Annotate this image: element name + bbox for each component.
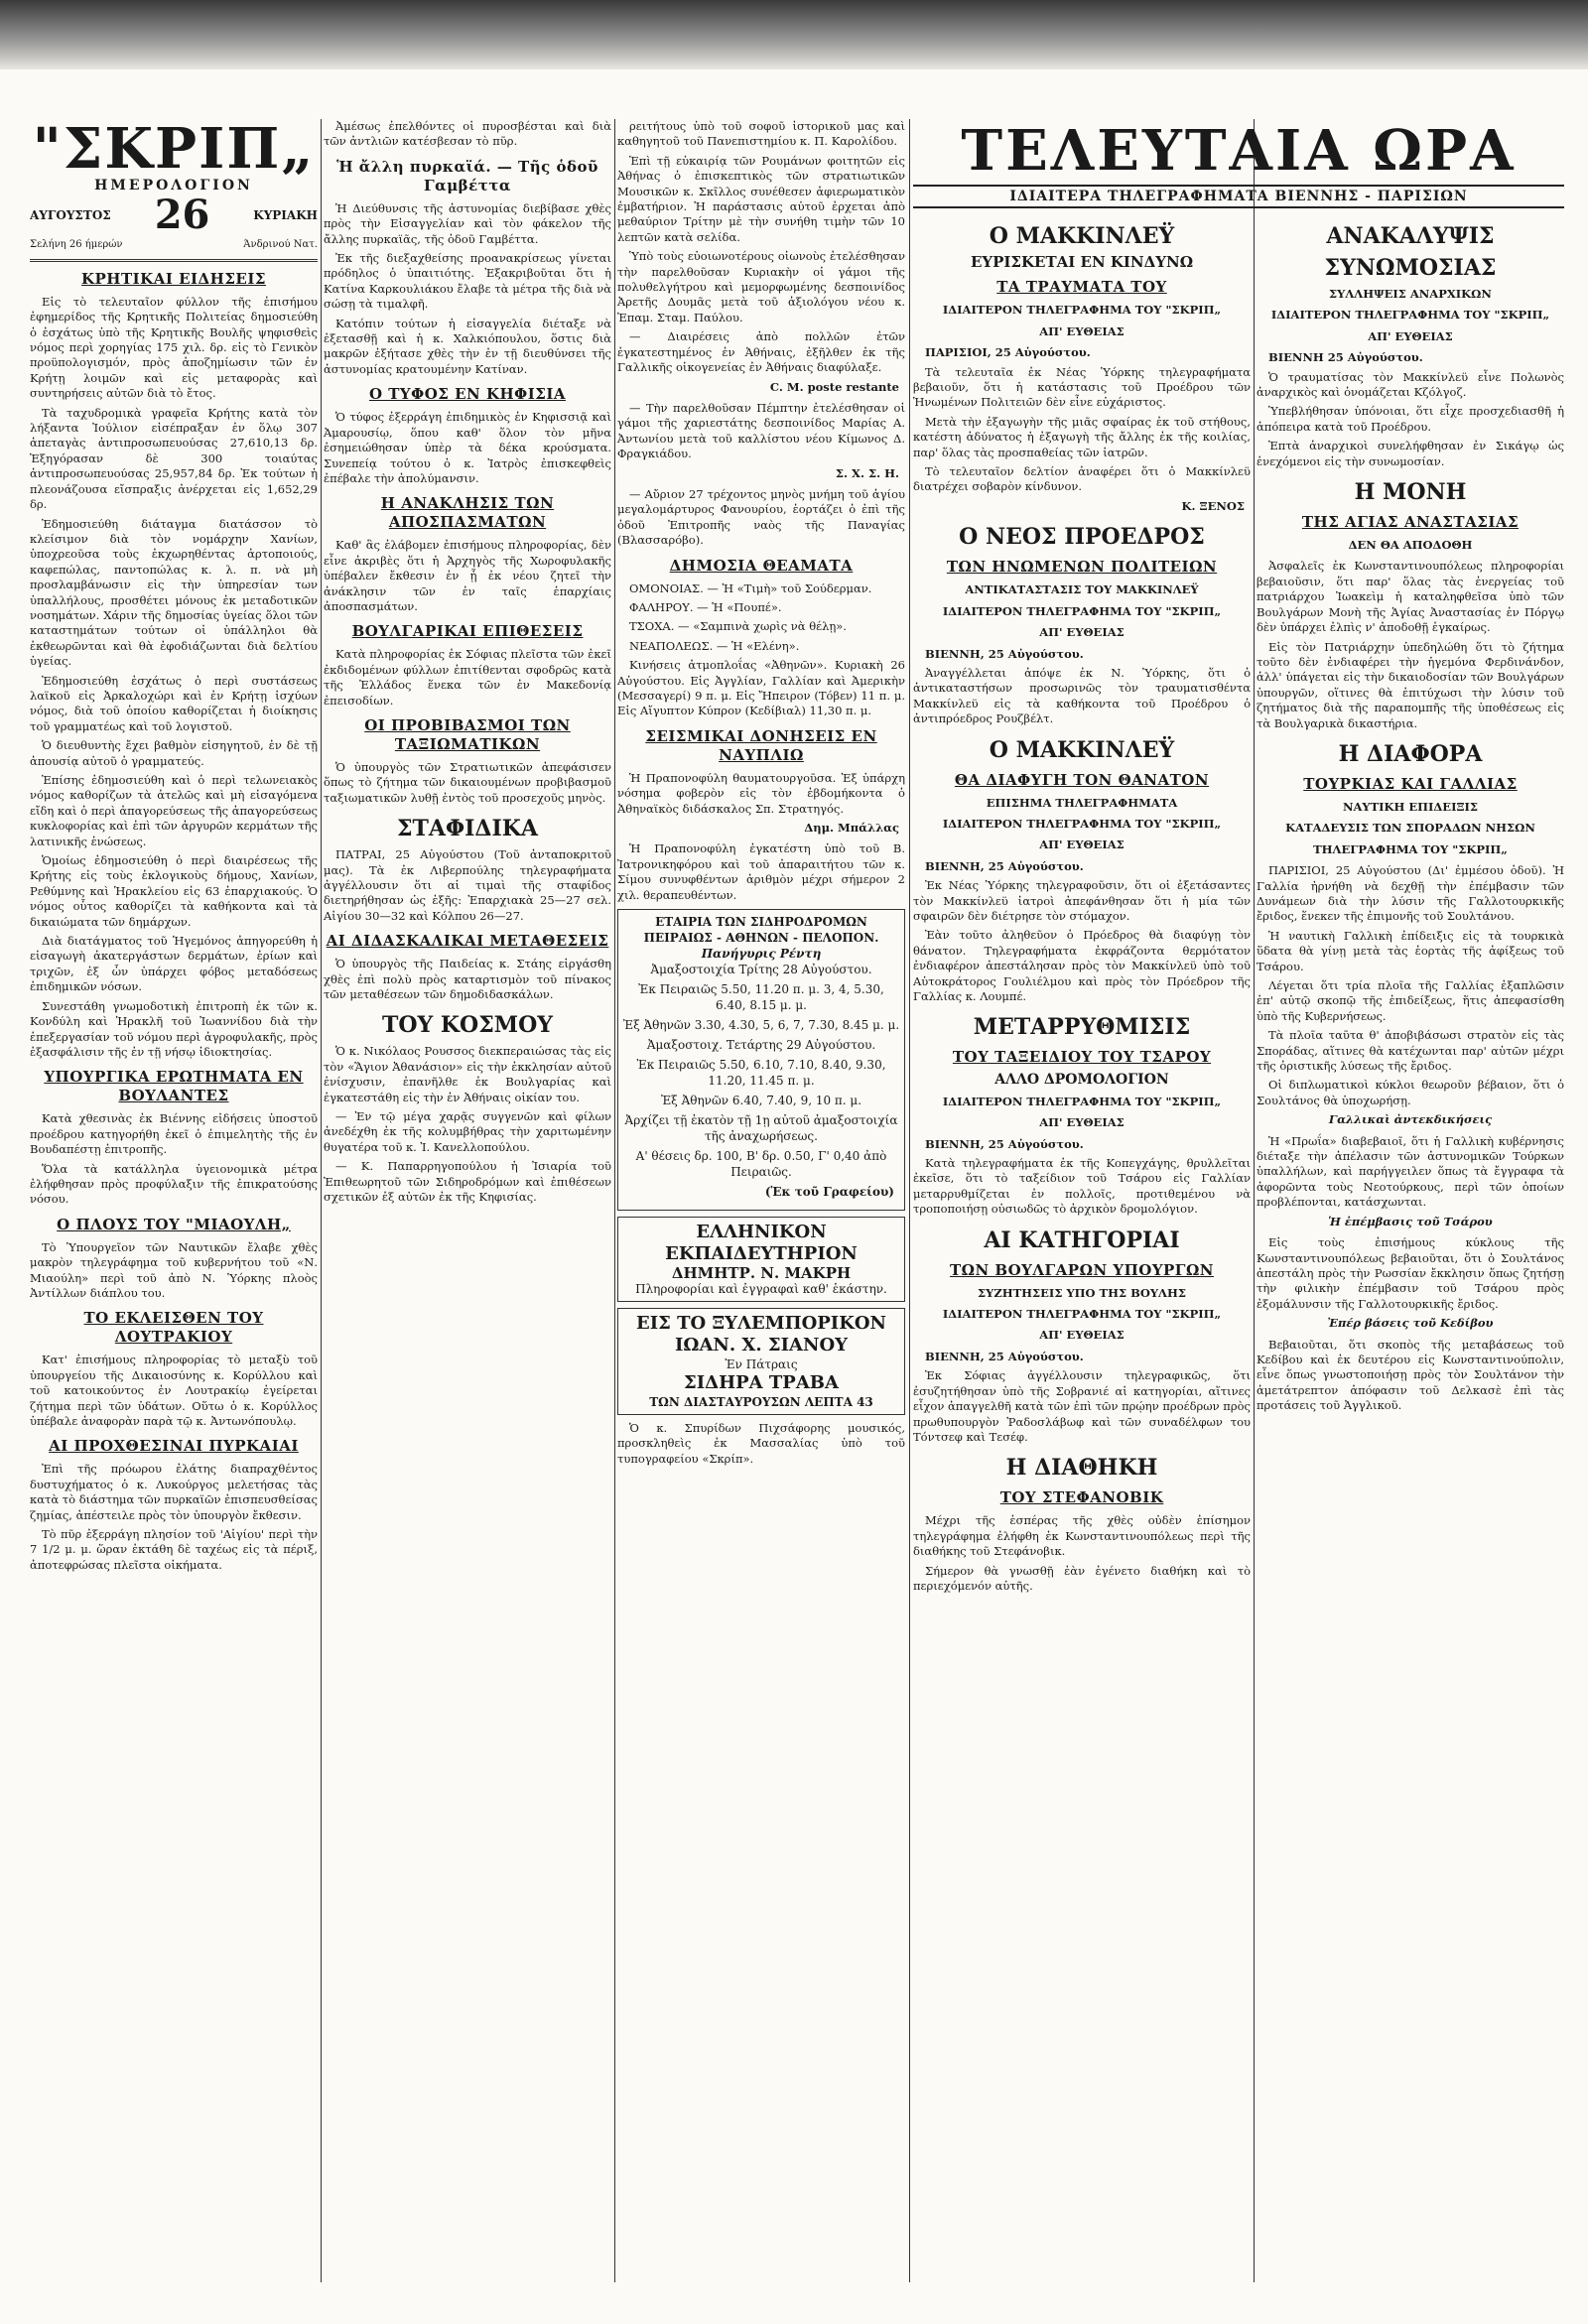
tagline: ΙΔΙΑΙΤΕΡΟΝ ΤΗΛΕΓΡΑΦΗΜΑ ΤΟΥ "ΣΚΡΙΠ„ bbox=[942, 816, 1222, 831]
paragraph: Ἐπίσης ἐδημοσιεύθη καὶ ὁ περὶ τελωνειακὸς νόμος καθορίζων τὰ ἀτελῶς καὶ μὴ εἰσαγόμενα εἴδη καὶ ὁ περὶ ἀπαγορεύσεως τῆς ἀπαγορεύσεως κυκλοφορίας καὶ ἐπὶ τῶν ἀργυρῶν κερμάτων τῆς λατινικῆς ἑνώσεως. bbox=[30, 773, 318, 848]
heading: ΔΗΜΟΣΙΑ ΘΕΑΜΑΤΑ bbox=[669, 556, 854, 575]
school-advert bbox=[617, 1217, 905, 1302]
tagline: ΕΠΙΣΗΜΑ ΤΗΛΕΓΡΑΦΗΜΑΤΑ bbox=[986, 795, 1178, 810]
timber-advert-line: ΣΙΔΗΡΑ ΤΡΑΒΑ bbox=[684, 1372, 839, 1394]
heading: Η ΔΙΑΘΗΚΗ bbox=[1005, 1455, 1158, 1482]
signature: Δημ. Μπάλλας bbox=[804, 821, 899, 836]
heading: ΚΡΗΤΙΚΑΙ ΕΙΔΗΣΕΙΣ bbox=[80, 269, 266, 288]
paragraph: Ἀναγγέλλεται ἀπόψε ἐκ Ν. Ὑόρκης, ὅτι ὁ ἀντικαταστήσων προσωρινῶς τὸν τραυματισθέντα Μακκίνλεϋ εἰς τὰ καθήκοντα τοῦ Προέδρου ὁ ἀντιπρόεδρος Ρουζβέλτ. bbox=[913, 665, 1251, 726]
tagline: ΑΠ' ΕΥΘΕΙΑΣ bbox=[1039, 1328, 1125, 1343]
paragraph: Ἐπὶ τῇ εὐκαιρίᾳ τῶν Ρουμάνων φοιτητῶν εἰς Ἀθήνας ὁ ἐπισκεπτικὸς τῶν στρατιωτικῶν Μουσικῶν κ. Σκῖλλος συνέθεσεν ἀφιερωματικὸν ἐμβατήριον. Ἡ παράστασις αὐτοῦ ἐρχεται ἀπὸ μεθαύριον Τρίτην μὲ τὴν συνήθη τιμὴν τῶν 10 λεπτῶν κατὰ σελίδα. bbox=[617, 153, 905, 244]
schedule-line: Ἐξ Ἀθηνῶν 6.40, 7.40, 9, 10 π. μ. bbox=[660, 1094, 862, 1108]
tagline: ΑΠ' ΕΥΘΕΙΑΣ bbox=[1039, 1115, 1125, 1130]
heading: ΑΝΑΚΑΛΥΨΙΣ bbox=[1326, 223, 1495, 249]
heading: ΤΟΥ ΚΟΣΜΟΥ bbox=[382, 1012, 553, 1039]
paragraph: ΠΑΤΡΑΙ, 25 Αὐγούστου (Τοῦ ἀνταποκριτοῦ μας). Τὰ ἐκ Λιβερπούλης τηλεγραφήματα ἀγγέλλουσιν ὅτι αἱ τιμαὶ τῆς σταφίδος διετηρήθησαν ὡς ἑξῆς: Ἐπαρχιακὰ 25—27 σελ. Αἰγίου 30—32 καὶ Κόλπου 26—27. bbox=[324, 847, 611, 923]
paragraph: Τὰ ταχυδρομικὰ γραφεῖα Κρήτης κατὰ τὸν λήξαντα Ἰούλιον εἰσέπραξαν ἐν ὅλῳ 307 ἀπεταγὰς ἀντιπροσωπευούσας 27,610,13 δρ. Ἐξηγόρασαν δὲ 300 τοιαύτας ἀντιπροσωπευούσας 25,957,84 δρ. Ἐκ τούτων ἡ πλεονάζουσα εἴσπραξις ἀνέρχεται εἰς 1,652,29 δρ. bbox=[30, 405, 318, 512]
column-rule bbox=[909, 119, 910, 2282]
tagline: ΤΗΛΕΓΡΑΦΗΜΑ ΤΟΥ "ΣΚΡΙΠ„ bbox=[1313, 841, 1508, 856]
paragraph: Ἐδημοσιεύθη διάταγμα διατάσσον τὸ κλείσιμον διὰ τὸν νομάρχην Χανίων, ὑποχρεοῦσα τοὺς ἐκχωρηθέντας ἀρτοποιούς, καφεπώλας, παντοπώλας κ. λ. π. νὰ μὴ προσλαμβάνωσιν εἰς τὴν ὑπηρεσίαν των ὑπαλλήλους, προσθέτει μόνους ἐκ μεταδοτικῶν νοσημάτων. Χάριν τῆς δημοσίας ὑγείας ὅλοι τῶν καταστημάτων τούτων οἱ ὑπάλληλοι θὰ ἐκθεωρῶνται καὶ θὰ ἐφοδιάζωνται διὰ δελτίου ὑγείας. bbox=[30, 516, 318, 669]
paragraph: Κατὰ χθεσινὰς ἐκ Βιέννης εἰδήσεις ὑποστοῦ προέδρου κατηγορήθη ἐκεῖ ὁ ἐπιμελητὴς τῆς ἐν Βουδαπέστῃ ἐπιτροπῆς. bbox=[30, 1111, 318, 1157]
paragraph: Ὁ κ. Σπυρίδων Πιχσάφορης μουσικός, προσκληθεὶς ἐκ Μασσαλίας ὑπὸ τοῦ τυπογραφείου «Σκρίπ». bbox=[617, 1421, 905, 1466]
paragraph: ΤΣΟΧΑ. — «Σαμπινὰ χωρὶς νὰ θέλῃ». bbox=[629, 619, 847, 634]
subheading: ΣΥΛΛΗΨΕΙΣ ΑΝΑΡΧΙΚΩΝ bbox=[1329, 287, 1492, 301]
heading: Ο ΜΑΚΚΙΝΛΕΫ bbox=[989, 223, 1175, 249]
paragraph: Ἐὰν τοῦτο ἀληθεῦον ὁ Πρόεδρος θὰ διαφύγῃ τὸν θάνατον. Τηλεγραφήματα ἐκφράζοντα θερμότατον ἐνδιαφέρον ἀπεστάλησαν πρὸς τὸν Μακκίνλεϋ ὑπὸ τοῦ Αὐτοκράτορος Γουλιέλμου καὶ πρὸς τὸν Πρόεδρον τῆς Γαλλίας κ. Λουμπέ. bbox=[913, 928, 1251, 1003]
timber-advert-line: ΕΙΣ ΤΟ ΞΥΛΕΜΠΟΡΙΚΟΝ bbox=[635, 1313, 886, 1335]
paragraph: Ὑπὸ τοὺς εὐοιωνοτέρους οἰωνοὺς ἐτελέσθησαν τὴν παρελθοῦσαν Κυριακὴν οἱ γάμοι τῆς πολυθελγήτρου καὶ μεμορφωμένης δεσποινίδος Ἀρετῆς Δουμᾶς μετὰ τοῦ ἀξιολόγου νέου κ. Ἐπαμ. Σταμ. Παύλου. bbox=[617, 249, 905, 324]
paragraph: Κατ' ἐπισήμους πληροφορίας τὸ μεταξὺ τοῦ ὑπουργείου τῆς Δικαιοσύνης κ. Κορύλλου καὶ τοῦ κατοικούντος ἐν Λουτρακίῳ ἐγείρεται ζήτημα περὶ τῶν ὑδάτων. Οὕτω ὁ κ. Κορύλλος ὑπέβαλε ἀναφορὰν παρὰ τῷ κ. Ἀντωνόπουλῳ. bbox=[30, 1353, 318, 1428]
masthead-month: ΑΥΓΟΥΣΤΟΣ bbox=[30, 207, 111, 222]
paragraph: Ὁ διευθυντὴς ἔχει βαθμὸν εἰσηγητοῦ, ἐν δὲ τῇ ἀπουσίᾳ αὐτοῦ ὁ γραμματεύς. bbox=[30, 738, 318, 768]
timber-advert bbox=[617, 1308, 905, 1415]
heading: ΤΗΣ ΑΓΙΑΣ ΑΝΑΣΤΑΣΙΑΣ bbox=[1301, 513, 1520, 532]
banner-subtitle: ΙΔΙΑΙΤΕΡΑ ΤΗΛΕΓΡΑΦΗΜΑΤΑ ΒΙΕΝΝΗΣ - ΠΑΡΙΣΙΩΝ bbox=[913, 185, 1564, 208]
column-5 bbox=[1257, 213, 1564, 2282]
paragraph: Συνεστάθη γνωμοδοτικὴ ἐπιτροπὴ ἐκ τῶν κ. Κονδύλη καὶ Ἡρακλῆ τοῦ Ἰωαννίδου διὰ τὴν ἐπεξεργασίαν τοῦ νόμου περὶ ἀγροφυλακῆς, πρὸς ἐξασφάλισιν τῆς ἐν τῇ νήσῳ ἰδιοκτησίας. bbox=[30, 998, 318, 1059]
scan-top-shadow bbox=[0, 0, 1588, 69]
paragraph: Διὰ διατάγματος τοῦ Ἡγεμόνος ἀπηγορεύθη ἡ εἰσαγωγὴ ἀκατεργάστων δερμάτων, ἐρίων καὶ τριχῶν, ἐξ ὧν ὑπάρχει φόβος μεταδόσεως ἐπιδημικῶν νόσων. bbox=[30, 934, 318, 994]
heading: Ο ΝΕΟΣ ΠΡΟΕΔΡΟΣ bbox=[959, 524, 1205, 551]
heading: Ο ΠΛΟΥΣ ΤΟΥ "ΜΙΑΟΥΛΗ„ bbox=[57, 1215, 291, 1233]
paragraph: Κινήσεις ἀτμοπλοΐας «Ἀθηνῶν». Κυριακὴ 26 Αὐγούστου. Εἰς Ἀγγλίαν, Γαλλίαν καὶ Ἀμερικὴν (Μεσσαγερί) 9 π. μ. Εἰς Ἤπειρον (Τόβεν) 11 π. μ. Εἰς Αἴγυπτον Κύπρον (Κεδίβιαλ) 11,30 π. μ. bbox=[617, 658, 905, 718]
heading: Ο ΤΥΦΟΣ ΕΝ ΚΗΦΙΣΙΑ bbox=[368, 385, 567, 404]
tagline: ΑΝΤΙΚΑΤΑΣΤΑΣΙΣ ΤΟΥ ΜΑΚΚΙΝΛΕΫ bbox=[965, 582, 1199, 597]
masthead-weekday: ΚΥΡΙΑΚΗ bbox=[253, 207, 318, 222]
subheading: ΝΑΥΤΙΚΗ ΕΠΙΔΕΙΞΙΣ bbox=[1342, 799, 1479, 814]
railway-advert bbox=[617, 909, 905, 1211]
masthead-subtitle: ΗΜΕΡΟΛΟΓΙΟΝ bbox=[94, 178, 253, 194]
column-rule bbox=[321, 119, 322, 2282]
paragraph: Λέγεται ὅτι τρία πλοῖα τῆς Γαλλίας ἐξαπλῶσιν ἐπ' αὐτῷ σκοπῷ τῆς ἐπιδείξεως, ἥτις ἀπεφασίσθη ὑπὸ τῆς Κυβερνήσεως. bbox=[1257, 978, 1564, 1023]
masthead bbox=[30, 119, 318, 253]
paragraph: — Ἐν τῷ μέγα χαρᾷς συγγενῶν καὶ φίλων ἀνεδέχθη ἐκ τῆς κολυμβήθρας τὴν χαριτωμένην θυγατέρα τοῦ κ. Ἰ. Κανελλοπούλου. bbox=[324, 1109, 611, 1154]
paragraph: ΦΑΛΗΡΟΥ. — Ἡ «Πουπέ». bbox=[629, 599, 782, 614]
paragraph: Τὰ τελευταῖα ἐκ Νέας Ὑόρκης τηλεγραφήματα βεβαιοῦν, ὅτι ἡ κατάστασις τοῦ Προέδρου τῶν Ἡνωμένων Πολιτειῶν δὲν εἶνε εὐχάριστος. bbox=[913, 364, 1251, 410]
masthead-right-note: Άνδρινού Νατ. bbox=[243, 239, 318, 251]
column-rule bbox=[1254, 119, 1255, 2282]
heading: ΤΟΥ ΣΤΕΦΑΝΟΒΙΚ bbox=[999, 1488, 1164, 1507]
paragraph: Ἡ Διεύθυνσις τῆς ἀστυνομίας διεβίβασε χθὲς πρὸς τὴν Εἰσαγγελίαν καὶ τὸν φάκελον τῆς ἄλλης πυρκαϊᾶς, τῆς ὁδοῦ Γαμβέττα. bbox=[324, 200, 611, 246]
paragraph: Μέχρι τῆς ἑσπέρας τῆς χθὲς οὐδὲν ἐπίσημον τηλεγράφημα ἐλήφθη ἐκ Κωνσταντινουπόλεως περὶ τῆς διαθήκης τοῦ Στεφάνοβικ. bbox=[913, 1513, 1251, 1559]
paragraph: Καθ' ἃς ἐλάβομεν ἐπισήμους πληροφορίας, δὲν εἶνε ἀκριβὲς ὅτι ἡ Ἀρχηγὸς τῆς Χωροφυλακῆς ὑπέβαλεν ἔκθεσιν ἐν ᾗ ἐκ νέου ζητεῖ τὴν ἀνάκλησιν τῶν ἐν ταῖς ἐπαρχίαις ἀποσπασμάτων. bbox=[324, 538, 611, 613]
column-1 bbox=[30, 119, 318, 2282]
schedule-line: Ἀμαξοστοιχία Τρίτης 28 Αὐγούστου. bbox=[650, 963, 872, 977]
paragraph: Ὁ τύφος ἐξερράγη ἐπιδημικὸς ἐν Κηφισσιᾷ καὶ Ἀμαρουσίῳ, ὅπου καθ' ὅλον τὸν μῆνα ἐσημειώθησαν ὑπὲρ τὰ δέκα κρούσματα. Συνεπείᾳ τούτου ὁ κ. Ἰατρὸς ἐπισκεφθεὶς ἐπέβαλε τὴν ἀπολύμανσιν. bbox=[324, 410, 611, 485]
subheading: Ἐπέρ βάσεις τοῦ Κεδίβου bbox=[1327, 1316, 1494, 1331]
paragraph: ΠΑΡΙΣΙΟΙ, 25 Αὐγούστου (Δι' ἐμμέσου ὁδοῦ). Ἡ Γαλλία ἠρνήθη νὰ δεχθῇ τὴν ἐπέμβασιν τῶν Δυνάμεων διὰ τὴν λύσιν τῆς Γαλλοτουρκικῆς ἔριδος, ἕνεκεν τῆς ἐπιμονῆς τοῦ Σουλτάνου. bbox=[1257, 863, 1564, 924]
dateline: ΒΙΕΝΝΗ, 25 Αὐγούστου. bbox=[925, 858, 1084, 873]
last-hour-banner bbox=[913, 118, 1564, 208]
school-advert-line: ΔΗΜΗΤΡ. Ν. ΜΑΚΡΗ bbox=[671, 1264, 852, 1283]
paragraph: — Τὴν παρελθοῦσαν Πέμπτην ἐτελέσθησαν οἱ γάμοι τῆς χαριεστάτης δεσποινίδος Μαρίας Α. Ἀντωνίου μετὰ τοῦ καλλίστου νέου Κίμωνος Δ. Φραγκιάδου. bbox=[617, 400, 905, 461]
paragraph: Ἡ «Πρωΐα» διαβεβαιοῖ, ὅτι ἡ Γαλλικὴ κυβέρνησις διέταξε τὴν ἀπέλασιν τῶν ἀστυνομικῶν Τούρκων ὑπαλλήλων, καὶ παρήγγειλεν ὅπως τὰ ἔγγραφα τὰ ἀφορῶντα τοὺς Νεοτούρκους, περὶ τῶν ὁποίων προβλέπονται, κατάσχωνται. bbox=[1257, 1133, 1564, 1210]
paragraph: Ἐπὶ τῆς πρόωρου ἐλάτης διαπραχθέντος δυστυχήματος ὁ κ. Λυκούργος μελετήσας τὰς κατὰ τὸ διάστημα τῶν πυρκαϊῶν ἐπισπευσθείσας ζημίας, ἀπέστειλε πρὸς τὸν ὑπουργὸν ἔκθεσιν. bbox=[30, 1462, 318, 1522]
heading: ΤΩΝ ΗΝΩΜΕΝΩΝ ΠΟΛΙΤΕΙΩΝ bbox=[946, 558, 1218, 577]
column-3 bbox=[617, 119, 905, 2282]
column-4 bbox=[913, 213, 1251, 2282]
tagline: ΑΠ' ΕΥΘΕΙΑΣ bbox=[1368, 328, 1453, 343]
masthead-name: "ΣΚΡΙΠ„ bbox=[32, 119, 316, 182]
dateline: ΒΙΕΝΝΗ, 25 Αὐγούστου. bbox=[925, 1136, 1084, 1151]
schedule-line: Ἀρχίζει τῇ ἐκατὸν τῇ 1ῃ αὐτοῦ ἀμαξοστοιχία τῆς ἀναχωρήσεως. bbox=[624, 1113, 898, 1144]
heading: ΑΙ ΚΑΤΗΓΟΡΙΑΙ bbox=[984, 1227, 1180, 1253]
dateline: ΒΙΕΝΝΗ 25 Αὐγούστου. bbox=[1268, 350, 1423, 365]
paragraph: Ὁ κ. Νικόλαος Ρουσσος διεκπεραιώσας τὰς εἰς τὸν «Ἅγιον Ἀθανάσιον» εἰς τὴν ἐκκλησίαν αὐτοῦ ἐνίσχυσιν, ἐπανῆλθε ἐκ Βουλγαρίας καὶ ἐγκατεστάθη εἰς τὴν ἐν Ἀθήναις οἰκίαν του. bbox=[324, 1044, 611, 1104]
timber-advert-line: ΙΩΑΝ. Χ. ΣΙΑΝΟΥ bbox=[675, 1335, 848, 1356]
paragraph: ΝΕΑΠΟΛΕΩΣ. — Ἡ «Ελένη». bbox=[629, 638, 800, 653]
schedule-line: Ἀμαξοστοιχ. Τετάρτης 29 Αὐγούστου. bbox=[646, 1038, 876, 1053]
tagline: ΑΠ' ΕΥΘΕΙΑΣ bbox=[1039, 838, 1125, 852]
heading: Η ΔΙΑΦΟΡΑ bbox=[1338, 740, 1483, 767]
masthead-notes bbox=[30, 237, 318, 252]
subheading: ΕΥΡΙΣΚΕΤΑΙ ΕΝ ΚΙΝΔΥΝΩ bbox=[970, 253, 1194, 271]
masthead-date-row bbox=[30, 192, 318, 239]
paragraph: Ὁ τραυματίσας τὸν Μακκίνλεϋ εἶνε Πολωνὸς ἀναρχικὸς καὶ ὀνομάζεται Κζόλγοζ. bbox=[1257, 369, 1564, 400]
heading: ΤΟΥΡΚΙΑΣ ΚΑΙ ΓΑΛΛΙΑΣ bbox=[1303, 774, 1518, 793]
paragraph: Ὅλα τὰ κατάλληλα ὑγειονομικὰ μέτρα ἐλήφθησαν πρὸς προφύλαξιν τῆς ἐπικρατούσης νόσου. bbox=[30, 1161, 318, 1207]
tagline: ΙΔΙΑΙΤΕΡΟΝ ΤΗΛΕΓΡΑΦΗΜΑ ΤΟΥ "ΣΚΡΙΠ„ bbox=[1270, 308, 1550, 323]
heading: ΤΑ ΤΡΑΥΜΑΤΑ ΤΟΥ bbox=[996, 278, 1167, 297]
subheading: Ἡ ἐπέμβασις τοῦ Τσάρου bbox=[1328, 1214, 1493, 1228]
paragraph: Οἱ διπλωματικοὶ κύκλοι θεωροῦν βέβαιον, ὅτι ὁ Σουλτάνος θὰ ὑποχωρήσῃ. bbox=[1257, 1078, 1564, 1107]
heading: ΣΕΙΣΜΙΚΑΙ ΔΟΝΗΣΕΙΣ ΕΝ ΝΑΥΠΛΙΩ bbox=[645, 726, 877, 764]
tagline: ΙΔΙΑΙΤΕΡΟΝ ΤΗΛΕΓΡΑΦΗΜΑ ΤΟΥ "ΣΚΡΙΠ„ bbox=[942, 1094, 1222, 1108]
tagline: ΙΔΙΑΙΤΕΡΟΝ ΤΗΛΕΓΡΑΦΗΜΑ ΤΟΥ "ΣΚΡΙΠ„ bbox=[942, 603, 1222, 618]
paragraph: Ἡ Πραπονοφύλη ἐγκατέστη ὑπὸ τοῦ Β. Ἰατρονικηφόρου καὶ τοῦ ἀπαραιτήτου τῶν κ. Σίμου συνυφθέντων ἀριθμὸν μέχρι σήμερον 2 χιλ. θεραπευθέντων. bbox=[617, 841, 905, 902]
paragraph: Ὁ ὑπουργὸς τῶν Στρατιωτικῶν ἀπεφάσισεν ὅπως τὸ ζήτημα τῶν δικαιουμένων προβιβασμοῦ ταξιωματικῶν λυθῇ ἐντὸς τοῦ προσεχοῦς μηνὸς. bbox=[324, 759, 611, 805]
heading: ΣΤΑΦΙΔΙΚΑ bbox=[396, 816, 538, 842]
paragraph: Εἰς τὸ τελευταῖον φύλλον τῆς ἐπισήμου ἐφημερίδος τῆς Κρητικῆς Πολιτείας δημοσιεύθη ὁ ἐσχάτως ὑπὸ τῆς Κρητικῆς Βουλῆς ψηφισθεὶς νόμος περὶ χορηγίας 175 χιλ. δρ. εἰς τὸ Γενικὸν προϋπολογισμόν, πρὸς ἀποζημίωσιν τῶν ἐν Κρήτῃ λοιμῶν καὶ εἰς μεταφορὰς καὶ συντηρήσεις αὐτῶν διὰ τὸ ἔτος. bbox=[30, 294, 318, 401]
heading: ΣΥΝΩΜΟΣΙΑΣ bbox=[1324, 255, 1497, 281]
paragraph: Ἐπτὰ ἀναρχικοὶ συνελήφθησαν ἐν Σικάγῳ ὡς ἐνεχόμενοι εἰς τὴν συνωμοσίαν. bbox=[1257, 439, 1564, 468]
school-advert-line: ΕΚΠΑΙΔΕΥΤΗΡΙΟΝ bbox=[665, 1243, 858, 1265]
divider bbox=[30, 259, 318, 262]
paragraph: Ἐκ Σόφιας ἀγγέλλουσιν τηλεγραφικῶς, ὅτι ἐσυζητήθησαν ὑπὸ τῆς Σοβρανιέ αἱ κατηγορίαι, αἵτινες εἶχον ἀπαγγελθῆ κατὰ τῶν ἐπὶ τῶν πρῴην προέδρων πρὸς πρωθυπουργὸν Ῥαδοσλάβωφ καὶ τῶν συναδέλφων του Τόντσεφ καὶ Τεσέφ. bbox=[913, 1368, 1251, 1444]
school-advert-line: Πληροφορίαι καὶ ἐγγραφαὶ καθ' ἑκάστην. bbox=[635, 1282, 887, 1297]
paragraph: Ἐκ Νέας Ὑόρκης τηλεγραφοῦσιν, ὅτι οἱ ἐξετάσαντες τὸν Μακκίνλεϋ ἰατροὶ ἀπεφάνθησαν ὅτι ἡ μία τῶν σφαιρῶν δὲν διέτρησε τὸν στόμαχον. bbox=[913, 878, 1251, 923]
paragraph: ρειτήτους ὑπὸ τοῦ σοφοῦ ἱστορικοῦ μας καὶ καθηγητοῦ τοῦ Πανεπιστημίου κ. Π. Καρολίδου. bbox=[617, 119, 905, 149]
masthead-day: 26 bbox=[154, 192, 210, 239]
railway-advert-title: ΕΤΑΙΡΙΑ ΤΩΝ ΣΙΔΗΡΟΔΡΟΜΩΝ ΠΕΙΡΑΙΩΣ - ΑΘΗΝΩΝ - ΠΕΛΟΠΟΝ. bbox=[643, 915, 879, 946]
subheading: ΑΛΛΟ ΔΡΟΜΟΛΟΓΙΟΝ bbox=[994, 1072, 1169, 1089]
paragraph: Σήμερον θὰ γνωσθῇ ἐὰν ἐγένετο διαθήκη καὶ τὸ περιεχόμενόν αὐτῆς. bbox=[913, 1563, 1251, 1593]
timber-advert-line: Ἐν Πάτραις bbox=[725, 1357, 798, 1372]
paragraph: Ἀμέσως ἐπελθόντες οἱ πυροσβέσται καὶ διὰ τῶν ἀντλιῶν κατέσβεσαν τὸ πῦρ. bbox=[324, 119, 611, 149]
timber-advert-line: ΤΩΝ ΔΙΑΣΤΑΥΡΟΥΣΩΝ ΛΕΠΤΑ 43 bbox=[649, 1395, 873, 1410]
signature: (Ἐκ τοῦ Γραφείου) bbox=[764, 1185, 894, 1200]
heading: ΤΩΝ ΒΟΥΛΓΑΡΩΝ ΥΠΟΥΡΓΩΝ bbox=[949, 1260, 1215, 1279]
schedule-line: Ἐκ Πειραιῶς 5.50, 11.20 π. μ. 3, 4, 5.30, 6.40, 8.15 μ. μ. bbox=[638, 982, 884, 1013]
schedule-line: Ἐξ Ἀθηνῶν 3.30, 4.30, 5, 6, 7, 7.30, 8.45 μ. μ. bbox=[622, 1018, 900, 1033]
subheading: ΚΑΤΑΔΕΥΣΙΣ ΤΩΝ ΣΠΟΡΑΔΩΝ ΝΗΣΩΝ bbox=[1285, 821, 1535, 836]
paragraph: — Αὔριον 27 τρέχοντος μηνὸς μνήμη τοῦ ἁγίου μεγαλομάρτυρος Φανουρίου, ἑορτάζει ὁ ἐπὶ τῆς ὁδοῦ Ἐπιτροπῆς ναὸς τῆς Παναγίας (Βλασσαρόβο). bbox=[617, 486, 905, 548]
heading: ΘΑ ΔΙΑΦΥΓΗ ΤΟΝ ΘΑΝΑΤΟΝ bbox=[954, 770, 1210, 789]
paragraph: Ὁμοίως ἐδημοσιεύθη ὁ περὶ διαιρέσεως τῆς Κρήτης εἰς τοὺς ἐκλογικοὺς δήμους, Χανίων, Ρεθύμνης καὶ Ἡρακλείου εἰς 63 ἐπαρχιακούς. Ὁ νόμος οὗτος καθορίζει τὰ καθήκοντα καὶ τὰ δικαιώματα τῶν δημάρχων. bbox=[30, 853, 318, 929]
masthead-left-note: Σελήνη 26 ήμερών bbox=[30, 239, 123, 251]
railway-advert-heading: Πανήγυρις Ρέντη bbox=[701, 947, 822, 962]
school-advert-line: ΕΛΛΗΝΙΚΟΝ bbox=[696, 1222, 827, 1243]
paragraph: Κατὰ τηλεγραφήματα ἐκ τῆς Κοπεγχάγης, θρυλλεῖται ἐκεῖσε, ὅτι τὸ ταξείδιον τοῦ Τσάρου εἰς Γαλλίαν μεταρρυθμίζεται ἐν πολλοῖς, προτιθεμένου νὰ τροποποιήσῃ οὐσιωδῶς τὸ ἀρχικὸν δρομολόγιον. bbox=[913, 1156, 1251, 1217]
tagline: ΑΠ' ΕΥΘΕΙΑΣ bbox=[1039, 323, 1125, 338]
subheading: ΔΕΝ ΘΑ ΑΠΟΔΟΘΗ bbox=[1348, 538, 1473, 553]
tagline: ΙΔΙΑΙΤΕΡΟΝ ΤΗΛΕΓΡΑΦΗΜΑ ΤΟΥ "ΣΚΡΙΠ„ bbox=[942, 1307, 1222, 1322]
heading: ΥΠΟΥΡΓΙΚΑ ΕΡΩΤΗΜΑΤΑ ΕΝ ΒΟΥΛΑΝΤΕΣ bbox=[44, 1068, 304, 1105]
paragraph: Τὸ τελευταῖον δελτίον ἀναφέρει ὅτι ὁ Μακκίνλεϋ διατρέχει σοβαρὸν κίνδυνον. bbox=[913, 464, 1251, 494]
dateline: ΒΙΕΝΝΗ, 25 Αὐγούστου. bbox=[925, 646, 1084, 661]
paragraph: ΟΜΟΝΟΙΑΣ. — Ἡ «Τιμὴ» τοῦ Σούδερμαν. bbox=[629, 581, 872, 595]
heading: Ο ΜΑΚΚΙΝΛΕΫ bbox=[989, 736, 1175, 763]
paragraph: Εἰς τοὺς ἐπισήμους κύκλους τῆς Κωνσταντινουπόλεως βεβαιοῦται, ὅτι ὁ Σουλτάνος ἀπεστάλη πρὸς τὴν Ρωσσίαν ἔκκλησιν ὅπως ζητήσῃ τὴν φιλικὴν ἐπέμβασιν τοῦ Τσάρου πρὸς ἐξομάλυνσιν τῆς Γαλλοτουρκικῆς ἔριδος. bbox=[1257, 1235, 1564, 1311]
paragraph: Ἡ Πραπονοφύλη θαυματουργοῦσα. Ἐξ ὑπάρχη νόσημα φοβερὸν εἰς τὸν ἐβδομήκοντα ὁ Ἀθηναϊκὸς διδάσκαλος Σπ. Στρατηγός. bbox=[617, 770, 905, 816]
heading: ΑΙ ΠΡΟΧΘΕΣΙΝΑΙ ΠΥΡΚΑΙΑΙ bbox=[49, 1437, 299, 1456]
paragraph: Ὑπεβλήθησαν ὑπόνοιαι, ὅτι εἶχε προσχεδιασθῆ ἡ ἀπόπειρα κατὰ τοῦ Προέδρου. bbox=[1257, 404, 1564, 434]
heading: ΤΟ ΕΚΛΕΙΣΘΕΝ ΤΟΥ ΛΟΥΤΡΑΚΙΟΥ bbox=[83, 1309, 264, 1347]
paragraph: Εἰς τὸν Πατριάρχην ὑπεδηλώθη ὅτι τὸ ζήτημα τοῦτο δὲν ἐνδιαφέρει τὴν ἡγεμόνα Φερδινάνδον, ἀλλ' ὑπάγεται εἰς τὴν δικαιοδοσίαν τῶν Βουλγάρων ὑπουργῶν, οἵτινες θὰ ἐπιτύχωσι τὴν λύσιν τοῦ ζητήματος διὰ τῆς παραπομπῆς τῆς ὑποθέσεως εἰς τὰ Βουλγαρικὰ δικαστήρια. bbox=[1257, 639, 1564, 730]
column-rule bbox=[614, 119, 615, 2282]
paragraph: Βεβαιοῦται, ὅτι σκοπὸς τῆς μεταβάσεως τοῦ Κεδίβου καὶ ἐκ δευτέρου εἰς Κωνσταντινούπολιν, εἶνε ὅπως γνωστοποιήσῃ πρὸς τὸν Σουλτάνον τὴν ἀμετάτρεπτον ἀπόφασιν τοῦ Δελκασὲ ἐπὶ τὰς προτάσεις τοῦ Ἀγγλικοῦ. bbox=[1257, 1337, 1564, 1413]
heading: ΑΙ ΔΙΔΑΣΚΑΛΙΚΑΙ ΜΕΤΑΘΕΣΕΙΣ bbox=[326, 932, 609, 951]
paragraph: Ἀσφαλεῖς ἐκ Κωνσταντινουπόλεως πληροφορίαι βεβαιοῦσιν, ὅτι παρ' ὅλας τὰς ἐνεργείας τοῦ πατριάρχου Ἰωακεὶμ ἡ καταληφθεῖσα ὑπὸ τῶν Βουλγάρων Μονὴ τῆς Ἁγίας Ἀναστασίας ἐν Πόργῳ δὲν ὑπάρχει ἐλπὶς ν' ἀποδοθῇ ἐγκαίρως. bbox=[1257, 559, 1564, 635]
schedule-line: Ἐκ Πειραιῶς 5.50, 6.10, 7.10, 8.40, 9.30, 11.20, 11.45 π. μ. bbox=[636, 1058, 886, 1089]
paragraph: Τὰ πλοῖα ταῦτα θ' ἀποβιβάσωσι στρατὸν εἰς τὰς Σποράδας, αἵτινες θὰ κατέχωνται παρ' αὐτῶν μέχρι τῆς ὁριστικῆς λύσεως τῆς ἔριδος. bbox=[1257, 1028, 1564, 1074]
paragraph: Ἐκ τῆς διεξαχθείσης προανακρίσεως γίνεται πρόδηλος ὁ ὑπαιτιότης. Ἐξακριβοῦται ὅτι ἡ Κατίνα Καρκουλιάκου ἔλαβε τὰ μέτρα τῆς διὰ νὰ σώσῃ τὰ τιμαλφῆ. bbox=[324, 251, 611, 312]
subheading: Γαλλικαὶ ἀντεκδικήσεις bbox=[1328, 1112, 1493, 1127]
heading: Ἡ ἄλλη πυρκαϊά. — Τῆς ὁδοῦ Γαμβέττα bbox=[336, 157, 598, 194]
heading: Η ΑΝΑΚΛΗΣΙΣ ΤΩΝ ΑΠΟΣΠΑΣΜΑΤΩΝ bbox=[380, 494, 555, 532]
tagline: ΑΠ' ΕΥΘΕΙΑΣ bbox=[1039, 625, 1125, 640]
subheading: ΣΥΖΗΤΗΣΕΙΣ ΥΠΟ ΤΗΣ ΒΟΥΛΗΣ bbox=[978, 1285, 1186, 1300]
signature: C. M. poste restante bbox=[769, 379, 899, 394]
signature: Σ. Χ. Σ. Η. bbox=[835, 465, 899, 480]
heading: ΜΕΤΑΡΡΥΘΜΙΣΙΣ bbox=[973, 1014, 1191, 1041]
paragraph: Τὸ Ὑπουργεῖον τῶν Ναυτικῶν ἔλαβε χθὲς μακρὸν τηλεγράφημα τοῦ κυβερνήτου τοῦ «Ν. Μιαούλη» περὶ τοῦ ἀπὸ Ν. Ὑόρκης πλοὸς Ἀντίλλων διάπλου του. bbox=[30, 1239, 318, 1300]
signature: Κ. ΞΕΝΟΣ bbox=[1181, 498, 1245, 513]
paragraph: Κατὰ πληροφορίας ἐκ Σόφιας πλεῖστα τῶν ἐκεῖ ἐκδιδομένων φύλλων ἐπιτίθενται σφοδρῶς κατὰ τῆς Ἑλλάδος ἕνεκα τῶν ἐν Μακεδονίᾳ ἐπεισοδίων. bbox=[324, 647, 611, 708]
schedule-line: Α' θέσεις δρ. 100, Β' δρ. 0.50, Γ' 0,40 ἀπὸ Πειραιῶς. bbox=[635, 1149, 887, 1180]
paragraph: — Διαιρέσεις ἀπὸ πολλῶν ἐτῶν ἐγκατεστημένος ἐν Ἀθήναις, ἐξῆλθεν ἐκ τῆς Γαλλικῆς οἰκογενείας ἐν Ἀθήναις διαφύλαξε. bbox=[617, 329, 905, 375]
paragraph: Ὁ ὑπουργὸς τῆς Παιδείας κ. Στάης εἰργάσθη χθὲς ἐπὶ πολὺ πρὸς καταρτισμὸν τοῦ πίνακος τῶν μεταθέσεων τῶν δημοδιδασκάλων. bbox=[324, 957, 611, 1002]
dateline: ΒΙΕΝΝΗ, 25 Αὐγούστου. bbox=[925, 1349, 1084, 1363]
heading: Η ΜΟΝΗ bbox=[1354, 479, 1467, 506]
banner-title: ΤΕΛΕΥΤΑΙΑ ΩΡΑ bbox=[961, 118, 1517, 184]
heading: ΟΙ ΠΡΟΒΙΒΑΣΜΟΙ ΤΩΝ ΤΑΞΙΩΜΑΤΙΚΩΝ bbox=[364, 715, 571, 753]
tagline: ΙΔΙΑΙΤΕΡΟΝ ΤΗΛΕΓΡΑΦΗΜΑ ΤΟΥ "ΣΚΡΙΠ„ bbox=[942, 303, 1222, 318]
paragraph: Μετὰ τὴν ἐξαγωγὴν τῆς μιᾶς σφαίρας ἐκ τοῦ στήθους, κατέστη ἀδύνατος ἡ ἐξαγωγὴ τῆς ἄλλης ἐκ τῆς κοιλίας, παρ' ὅλας τὰς προσπαθείας τῶν ἰατρῶν. bbox=[913, 414, 1251, 459]
paragraph: Ἡ ναυτικὴ Γαλλικὴ ἐπίδειξις εἰς τὰ τουρκικὰ ὕδατα θὰ γίνῃ μετὰ τὰς ἑορτὰς τῆς ἀφίξεως τοῦ Τσάρου. bbox=[1257, 928, 1564, 973]
heading: ΒΟΥΛΓΑΡΙΚΑΙ ΕΠΙΘΕΣΕΙΣ bbox=[351, 622, 584, 641]
column-2 bbox=[324, 119, 611, 2282]
paragraph: Ἐδημοσιεύθη ἐσχάτως ὁ περὶ συστάσεως λαϊκοῦ εἰς Ἀρκαλοχώρι καὶ ἐν Κρήτῃ ἰσχύων νόμος, διὰ τοῦ ὁποίου καθορίζεται ἡ διοίκησις τοῦ γραμματέως καὶ τοῦ λογιστοῦ. bbox=[30, 673, 318, 733]
dateline: ΠΑΡΙΣΙΟΙ, 25 Αὐγούστου. bbox=[925, 345, 1091, 360]
paragraph: Κατόπιν τούτων ἡ εἰσαγγελία διέταξε νὰ ἐξετασθῇ καὶ ἡ κ. Χαλκιόπουλου, ὅστις διὰ μακρῶν ἐξήτασε χθὲς τὴν ἐν τῇ διευθύνσει τῆς ἀστυνομίας κρατουμένην Κατίναν. bbox=[324, 316, 611, 376]
paragraph: — Κ. Παπαρρηγοπούλου ἡ Ἰσιαρία τοῦ Ἐπιθεωρητοῦ τῶν Σιδηροδρόμων καὶ ἐπιθέσεων σχετικῶν ἐξ αὐτῶν ἐκ τῆς Κηφισίας. bbox=[324, 1159, 611, 1205]
paragraph: Τὸ πῦρ ἐξερράγη πλησίον τοῦ 'Αἰγίου' περὶ τὴν 7 1/2 μ. μ. ὥραν ἐκτάθη δὲ ταχέως εἰς τὰ πέριξ, ἀποτεφρώσας πλεῖστα οἰκήματα. bbox=[30, 1527, 318, 1572]
heading: ΤΟΥ ΤΑΞΕΙΔΙΟΥ ΤΟΥ ΤΣΑΡΟΥ bbox=[952, 1048, 1212, 1067]
